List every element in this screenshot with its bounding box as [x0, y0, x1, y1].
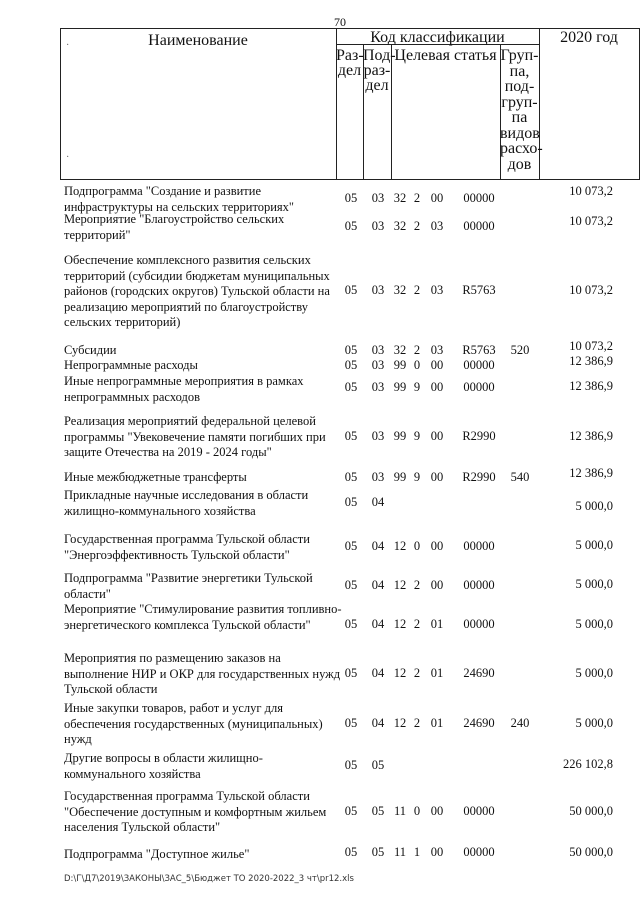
row-amount: 5 000,0 — [575, 716, 613, 730]
row-target-2: 1 — [413, 845, 421, 859]
row-razdel: 05 — [344, 380, 358, 394]
row-target-4: 24690 — [463, 716, 495, 730]
header-razdel: Раз- дел — [336, 47, 364, 79]
row-target-2: 2 — [413, 343, 421, 357]
row-razdel: 05 — [344, 429, 358, 443]
row-amount: 50 000,0 — [569, 804, 613, 818]
row-target-3: 00 — [430, 539, 444, 553]
row-target-1: 99 — [393, 380, 407, 394]
row-podrazdel: 04 — [371, 539, 385, 553]
row-amount: 12 386,9 — [569, 429, 613, 443]
row-target-4: 00000 — [463, 804, 495, 818]
row-target-4: 00000 — [463, 539, 495, 553]
row-name: Подпрограмма "Создание и развитие инфраструктуры на сельских территориях" — [64, 184, 295, 214]
row-razdel: 05 — [344, 358, 358, 372]
row-target-3: 00 — [430, 845, 444, 859]
row-target-3: 00 — [430, 578, 444, 592]
header-podrazdel: Под- раз- дел — [363, 47, 396, 94]
row-amount: 10 073,2 — [569, 214, 613, 228]
row-razdel: 05 — [344, 470, 358, 484]
row-target-3: 01 — [430, 716, 444, 730]
row-target-1: 12 — [393, 716, 407, 730]
row-target-4: R5763 — [462, 283, 496, 297]
row-target-4: 00000 — [463, 845, 495, 859]
row-podrazdel: 03 — [371, 470, 385, 484]
row-target-3: 01 — [430, 617, 444, 631]
row-target-3: 00 — [430, 429, 444, 443]
row-target-3: 00 — [430, 380, 444, 394]
row-razdel: 05 — [344, 804, 358, 818]
row-vr: 540 — [510, 470, 530, 484]
row-target-4: 00000 — [463, 578, 495, 592]
row-target-2: 2 — [413, 666, 421, 680]
row-target-3: 00 — [430, 358, 444, 372]
row-podrazdel: 03 — [371, 219, 385, 233]
row-amount: 5 000,0 — [575, 538, 613, 552]
row-target-2: 2 — [413, 191, 421, 205]
row-razdel: 05 — [344, 495, 358, 509]
row-amount: 226 102,8 — [563, 757, 613, 771]
row-target-4: R5763 — [462, 343, 496, 357]
row-amount: 5 000,0 — [575, 499, 613, 513]
row-podrazdel: 03 — [371, 380, 385, 394]
row-podrazdel: 04 — [371, 666, 385, 680]
row-target-2: 2 — [413, 617, 421, 631]
row-podrazdel: 03 — [371, 191, 385, 205]
row-target-1: 12 — [393, 617, 407, 631]
row-podrazdel: 03 — [371, 429, 385, 443]
row-razdel: 05 — [344, 758, 358, 772]
row-amount: 12 386,9 — [569, 354, 613, 368]
page-number: 70 — [334, 15, 346, 29]
row-podrazdel: 05 — [371, 758, 385, 772]
row-target-3: 00 — [430, 470, 444, 484]
row-name: Иные закупки товаров, работ и услуг для обеспечения государственных (муниципальных) нужд — [64, 701, 323, 746]
header-classification: Код классификации — [370, 29, 505, 46]
row-name: Мероприятие "Стимулирование развития топливно-энергетического комплекса Тульской области" — [64, 602, 342, 632]
row-target-4: R2990 — [462, 470, 496, 484]
row-target-3: 03 — [430, 219, 444, 233]
row-amount: 10 073,2 — [569, 283, 613, 297]
row-target-4: 00000 — [463, 191, 495, 205]
row-target-1: 11 — [393, 845, 407, 859]
row-target-4: 00000 — [463, 380, 495, 394]
row-razdel: 05 — [344, 191, 358, 205]
row-target-2: 9 — [413, 429, 421, 443]
row-target-2: 2 — [413, 716, 421, 730]
row-target-1: 32 — [393, 343, 407, 357]
row-podrazdel: 03 — [371, 343, 385, 357]
row-target-3: 03 — [430, 343, 444, 357]
row-podrazdel: 05 — [371, 804, 385, 818]
row-target-4: R2990 — [462, 429, 496, 443]
row-name: Непрограммные расходы — [64, 358, 198, 372]
row-podrazdel: 04 — [371, 578, 385, 592]
row-amount: 50 000,0 — [569, 845, 613, 859]
row-razdel: 05 — [344, 343, 358, 357]
row-amount: 10 073,2 — [569, 339, 613, 353]
row-target-2: 2 — [413, 283, 421, 297]
row-name: Подпрограмма "Доступное жилье" — [64, 847, 250, 861]
row-vr: 240 — [510, 716, 530, 730]
row-razdel: 05 — [344, 539, 358, 553]
header-target: Целевая статья — [394, 47, 497, 64]
row-name: Подпрограмма "Развитие энергетики Тульской области" — [64, 571, 313, 601]
row-podrazdel: 05 — [371, 845, 385, 859]
row-target-4: 00000 — [463, 219, 495, 233]
row-name: Мероприятие "Благоустройство сельских территорий" — [64, 212, 285, 242]
row-name: Субсидии — [64, 343, 117, 357]
row-target-1: 32 — [393, 283, 407, 297]
row-target-2: 9 — [413, 380, 421, 394]
row-amount: 5 000,0 — [575, 617, 613, 631]
row-razdel: 05 — [344, 578, 358, 592]
header-name: Наименование — [148, 32, 248, 49]
row-target-1: 12 — [393, 666, 407, 680]
row-target-1: 11 — [393, 804, 407, 818]
row-target-2: 2 — [413, 219, 421, 233]
row-name: Иные непрограммные мероприятия в рамках непрограммных расходов — [64, 374, 304, 404]
header-vr: Груп- па, под- груп- па видов расхо- дов — [500, 47, 543, 173]
row-target-3: 01 — [430, 666, 444, 680]
row-name: Реализация мероприятий федеральной целевой программы "Увековечение памяти погибших при защите Отечества на 2019 - 2024 годы" — [64, 414, 326, 459]
row-target-3: 03 — [430, 283, 444, 297]
row-razdel: 05 — [344, 845, 358, 859]
row-name: Иные межбюджетные трансферты — [64, 470, 247, 484]
row-amount: 5 000,0 — [575, 666, 613, 680]
row-target-2: 0 — [413, 539, 421, 553]
row-amount: 5 000,0 — [575, 577, 613, 591]
row-target-2: 2 — [413, 578, 421, 592]
row-name: Государственная программа Тульской области "Энергоэффективность Тульской области" — [64, 532, 310, 562]
row-name: Другие вопросы в области жилищно-коммунального хозяйства — [64, 751, 263, 781]
row-razdel: 05 — [344, 283, 358, 297]
row-target-1: 32 — [393, 191, 407, 205]
row-name: Мероприятия по размещению заказов на выполнение НИР и ОКР для государственных нужд Тульской области — [64, 651, 341, 696]
row-target-1: 99 — [393, 358, 407, 372]
row-target-1: 32 — [393, 219, 407, 233]
row-target-4: 00000 — [463, 617, 495, 631]
row-target-3: 00 — [430, 804, 444, 818]
file-path-footer: D:\Г\Д7\2019\ЗАКОНЫ\ЗАС_5\Бюджет ТО 2020-2022_3 чт\pr12.xls — [64, 874, 354, 884]
row-target-4: 24690 — [463, 666, 495, 680]
header-year: 2020 год — [560, 29, 618, 46]
row-target-2: 0 — [413, 358, 421, 372]
row-podrazdel: 04 — [371, 716, 385, 730]
row-razdel: 05 — [344, 219, 358, 233]
row-amount: 12 386,9 — [569, 466, 613, 480]
row-amount: 10 073,2 — [569, 184, 613, 198]
row-amount: 12 386,9 — [569, 379, 613, 393]
row-target-1: 12 — [393, 578, 407, 592]
row-target-4: 00000 — [463, 358, 495, 372]
row-razdel: 05 — [344, 617, 358, 631]
row-name: Прикладные научные исследования в области жилищно-коммунального хозяйства — [64, 488, 309, 518]
row-razdel: 05 — [344, 666, 358, 680]
row-podrazdel: 04 — [371, 495, 385, 509]
row-podrazdel: 03 — [371, 358, 385, 372]
row-razdel: 05 — [344, 716, 358, 730]
row-target-2: 9 — [413, 470, 421, 484]
row-name: Обеспечение комплексного развития сельских территорий (субсидии бюджетам муниципальных районов (городских округов) Тульской области на реализацию мероприятий по благоустройству сельских территорий) — [64, 253, 330, 329]
row-target-1: 99 — [393, 429, 407, 443]
row-podrazdel: 04 — [371, 617, 385, 631]
row-target-3: 00 — [430, 191, 444, 205]
row-target-2: 0 — [413, 804, 421, 818]
row-target-1: 99 — [393, 470, 407, 484]
row-name: Государственная программа Тульской области "Обеспечение доступным и комфортным жильем населения Тульской области" — [64, 789, 327, 834]
row-podrazdel: 03 — [371, 283, 385, 297]
row-vr: 520 — [510, 343, 530, 357]
row-target-1: 12 — [393, 539, 407, 553]
